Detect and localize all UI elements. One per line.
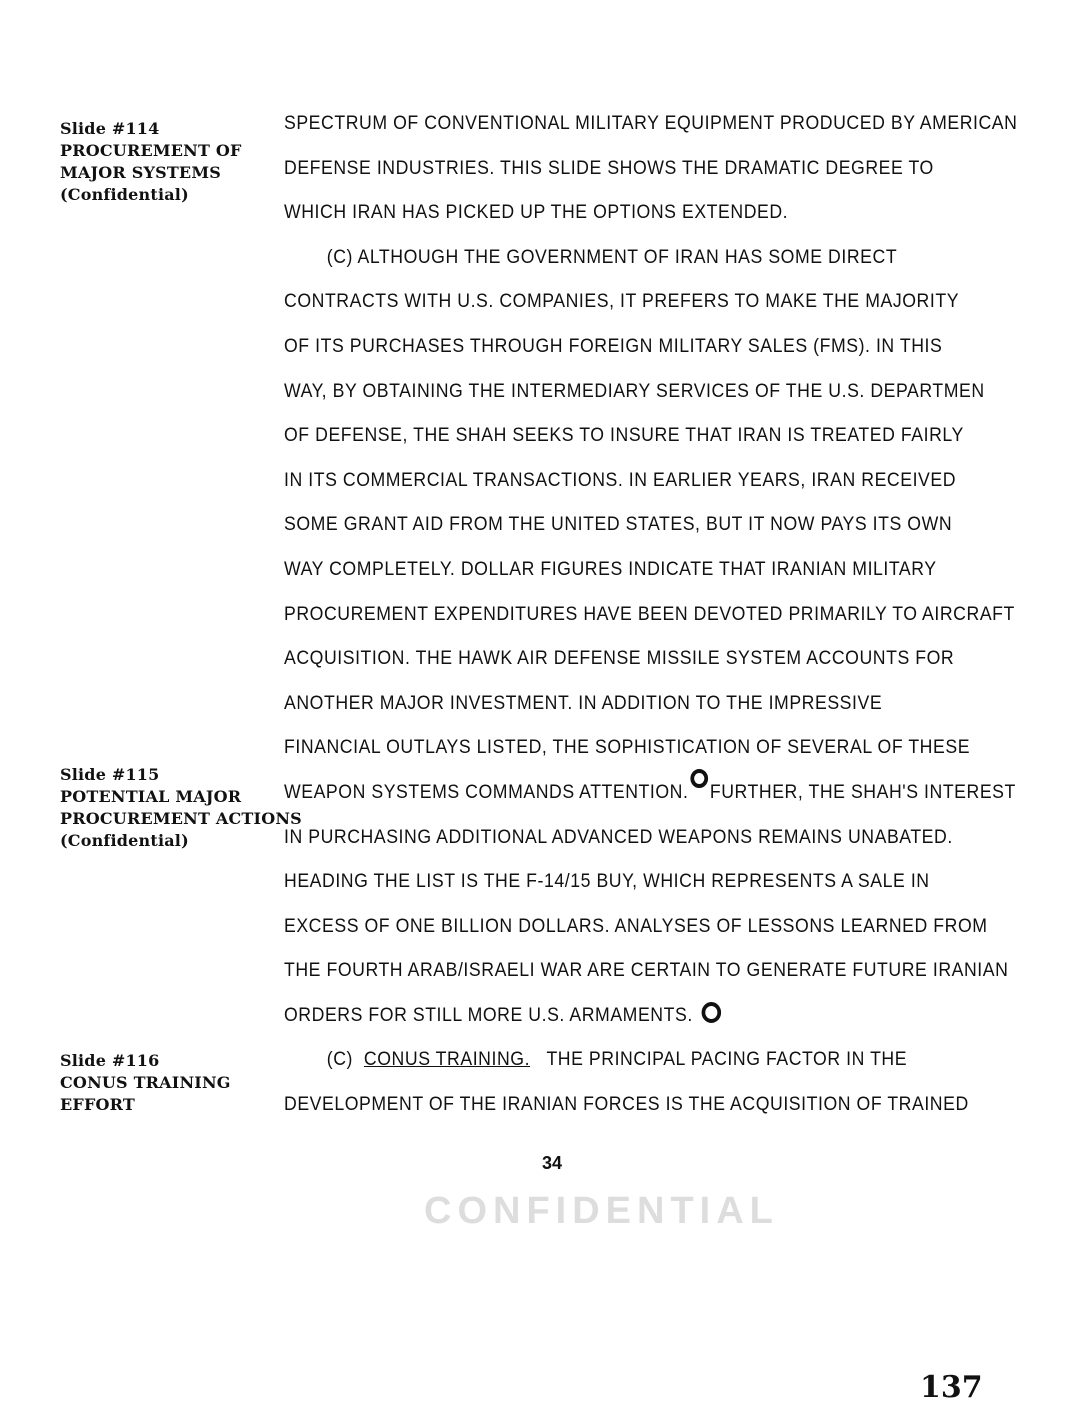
classification-stamp: CONFIDENTIAL <box>424 1190 779 1232</box>
text-segment: THE PRINCIPAL PACING FACTOR IN THE <box>546 1049 908 1071</box>
slide-number: Slide #116 <box>60 1051 160 1070</box>
text-line: IN ITS COMMERCIAL TRANSACTIONS. IN EARLIER YEARS, IRAN RECEIVED <box>284 469 957 491</box>
text-line: OF DEFENSE, THE SHAH SEEKS TO INSURE THAT IRAN IS TREATED FAIRLY <box>284 425 964 447</box>
text-line: DEFENSE INDUSTRIES. THIS SLIDE SHOWS THE DRAMATIC DEGREE TO <box>284 157 934 179</box>
text-line: OF ITS PURCHASES THROUGH FOREIGN MILITARY SALES (FMS). IN THIS <box>284 335 943 357</box>
text-line: (C) ALTHOUGH THE GOVERNMENT OF IRAN HAS SOME DIRECT <box>326 246 898 268</box>
text-line: ACQUISITION. THE HAWK AIR DEFENSE MISSILE SYSTEM ACCOUNTS FOR <box>284 648 955 670</box>
text-line <box>284 771 1016 816</box>
margin-note-slide-114 <box>60 118 275 206</box>
text-line: ANOTHER MAJOR INVESTMENT. IN ADDITION TO THE IMPRESSIVE <box>284 692 883 714</box>
margin-note-slide-116 <box>60 1050 275 1116</box>
text-line: THE FOURTH ARAB/ISRAELI WAR ARE CERTAIN TO GENERATE FUTURE IRANIAN <box>284 960 1009 982</box>
text-segment: ORDERS FOR STILL MORE U.S. ARMAMENTS. <box>284 1004 693 1026</box>
slide-classification: (Confidential) <box>60 185 189 204</box>
text-line: PROCUREMENT EXPENDITURES HAVE BEEN DEVOTED PRIMARILY TO AIRCRAFT <box>284 603 1015 625</box>
portion-marking-circle-icon <box>690 769 708 788</box>
slide-number: Slide #115 <box>60 765 160 784</box>
text-line: WAY, BY OBTAINING THE INTERMEDIARY SERVICES OF THE U.S. DEPARTMEN <box>284 380 985 402</box>
text-line: SPECTRUM OF CONVENTIONAL MILITARY EQUIPMENT PRODUCED BY AMERICAN <box>284 113 1018 134</box>
text-line: EXCESS OF ONE BILLION DOLLARS. ANALYSES OF LESSONS LEARNED FROM <box>284 915 988 937</box>
page-number: 34 <box>541 1153 563 1173</box>
text-line: FINANCIAL OUTLAYS LISTED, THE SOPHISTICATION OF SEVERAL OF THESE <box>284 737 971 759</box>
slide-title-line: PROCUREMENT ACTIONS <box>60 809 302 828</box>
slide-number: Slide #114 <box>60 119 160 138</box>
text-segment: FURTHER, THE SHAH'S INTEREST <box>709 781 1016 803</box>
folio-number: 137 <box>920 1370 983 1405</box>
slide-title-line: POTENTIAL MAJOR <box>60 787 242 806</box>
text-line <box>284 1038 963 1083</box>
slide-title-line: EFFORT <box>60 1095 135 1114</box>
paragraph-marker: (C) <box>326 1049 353 1071</box>
portion-marking-circle-icon <box>702 1002 722 1023</box>
section-heading: CONUS TRAINING. <box>363 1049 531 1071</box>
text-segment: WEAPON SYSTEMS COMMANDS ATTENTION. <box>284 781 689 803</box>
text-line: DEVELOPMENT OF THE IRANIAN FORCES IS THE ACQUISITION OF TRAINED <box>284 1094 969 1116</box>
slide-title-line: MAJOR SYSTEMS <box>60 163 221 182</box>
slide-title-line: PROCUREMENT OF <box>60 141 242 160</box>
text-line: IN PURCHASING ADDITIONAL ADVANCED WEAPONS REMAINS UNABATED. <box>284 826 953 848</box>
slide-title-line: CONUS TRAINING <box>60 1073 231 1092</box>
text-line <box>284 994 963 1039</box>
text-line: CONTRACTS WITH U.S. COMPANIES, IT PREFERS TO MAKE THE MAJORITY <box>284 291 960 313</box>
margin-note-slide-115 <box>60 764 302 852</box>
slide-classification: (Confidential) <box>60 831 189 850</box>
text-line: WHICH IRAN HAS PICKED UP THE OPTIONS EXTENDED. <box>284 202 789 224</box>
text-line: SOME GRANT AID FROM THE UNITED STATES, BUT IT NOW PAYS ITS OWN <box>284 514 953 536</box>
text-line: HEADING THE LIST IS THE F-14/15 BUY, WHICH REPRESENTS A SALE IN <box>284 871 930 893</box>
body-text <box>284 102 1018 1128</box>
text-line: WAY COMPLETELY. DOLLAR FIGURES INDICATE THAT IRANIAN MILITARY <box>284 558 937 580</box>
